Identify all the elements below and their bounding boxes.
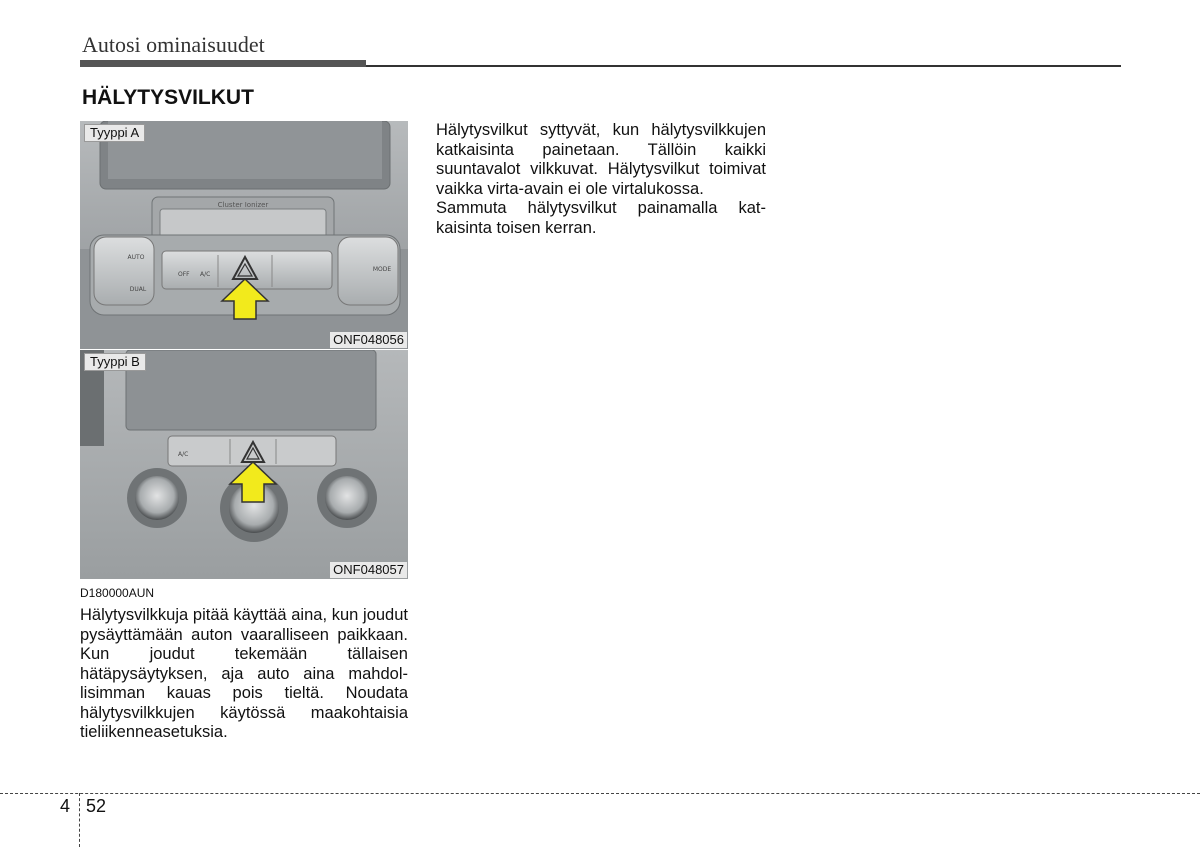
header-rule-thick (80, 60, 366, 67)
figure-label: Tyyppi A (84, 124, 145, 142)
body-paragraph-left (80, 606, 408, 743)
body-paragraphs-right (436, 121, 766, 238)
paragraph: Sammuta hälytysvilkut painamalla katkaisinta toisen kerran. (436, 199, 766, 237)
ac-button-label: A/C (178, 451, 189, 458)
section-title: HÄLYTYSVILKUT (82, 86, 254, 109)
page-header-title: Autosi ominaisuudet (82, 32, 265, 57)
footer-dashed-rule (0, 793, 1200, 794)
reference-code: D180000AUN (80, 586, 155, 600)
figure-code: ONF048057 (330, 562, 407, 578)
page-section-number: 4 (60, 796, 71, 816)
header-rule-thin (366, 65, 1121, 67)
figure-type-b-illustration (80, 350, 408, 579)
ac-button-label: A/C (200, 271, 211, 278)
figure-type-a-illustration (80, 121, 408, 349)
page-number: 52 (86, 796, 107, 816)
figure-code: ONF048056 (330, 332, 407, 348)
figure-type-a (80, 121, 408, 349)
figure-type-b (80, 350, 408, 579)
paragraph: Hälytysvilkut syttyvät, kun hälytysvilkkujen katkaisinta painetaan. Tällöin kaikki suuntavalot vilkkuvat. Hälytysvilkut toimivat vaikka virta-avain ei ole virtalukossa. (436, 121, 766, 198)
figure-label: Tyyppi B (84, 353, 146, 371)
dual-button-label: DUAL (129, 286, 147, 293)
mode-button-label: MODE (372, 266, 392, 273)
off-button-label: OFF (178, 271, 190, 278)
auto-button-label: AUTO (127, 254, 145, 261)
footer-dashed-divider (79, 793, 80, 847)
brand-label: Cluster Ionizer (217, 201, 269, 209)
paragraph: Hälytysvilkkuja pitää käyttää aina, kun joudut pysäyttämään auton vaaralliseen paikkaan. Kun joudut tekemään tällaisen hätäpysäytyksen, aja auto aina mahdollisimman kauas pois tieltä. Noudata hälytysvilkkujen käytössä maakohtaisia tieliikenneasetuksia. (80, 606, 408, 741)
